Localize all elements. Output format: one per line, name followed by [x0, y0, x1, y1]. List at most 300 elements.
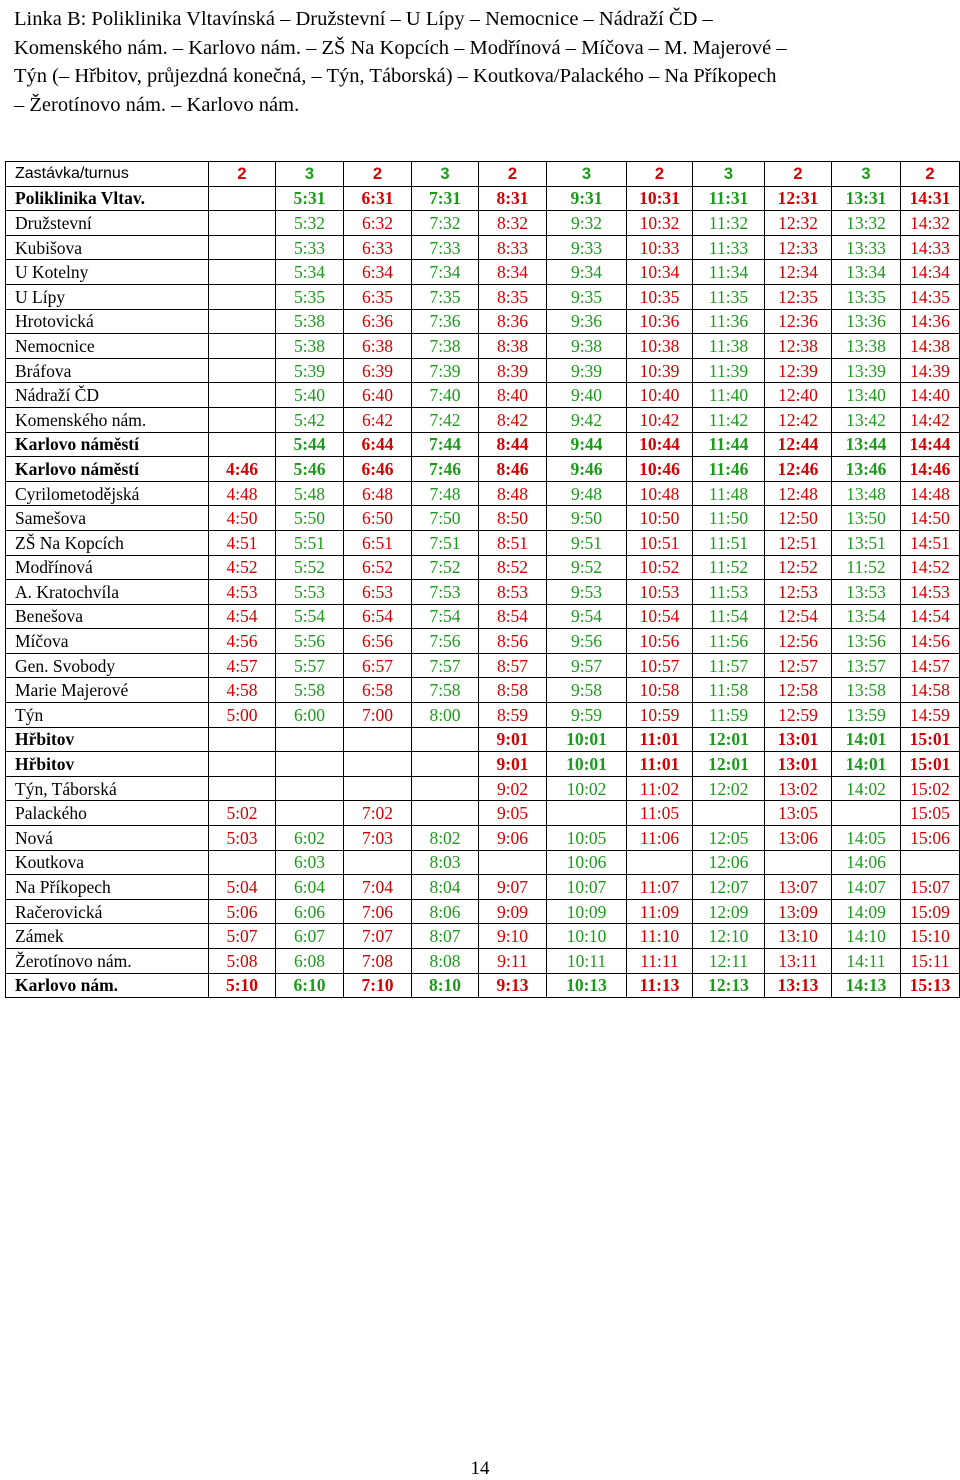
departure-time: 10:33 — [627, 235, 693, 260]
table-row — [6, 457, 960, 482]
departure-time: 13:44 — [832, 432, 901, 457]
departure-time: 7:51 — [412, 530, 479, 555]
departure-time: 13:35 — [832, 284, 901, 309]
departure-time — [412, 727, 479, 752]
departure-time: 5:40 — [276, 383, 344, 408]
departure-time: 12:34 — [765, 260, 832, 285]
departure-time: 8:48 — [479, 481, 547, 506]
turnus-cell: 3 — [832, 162, 901, 187]
departure-time: 11:32 — [693, 211, 765, 236]
departure-time: 13:02 — [765, 776, 832, 801]
departure-time: 12:52 — [765, 555, 832, 580]
departure-time: 9:59 — [547, 703, 627, 728]
departure-time: 6:57 — [344, 653, 412, 678]
departure-time: 6:03 — [276, 850, 344, 875]
departure-time: 13:50 — [832, 506, 901, 531]
departure-time: 7:53 — [412, 580, 479, 605]
departure-time: 4:51 — [209, 530, 276, 555]
departure-time — [344, 752, 412, 777]
departure-time: 11:40 — [693, 383, 765, 408]
turnus-cell: 3 — [547, 162, 627, 187]
departure-time: 5:39 — [276, 358, 344, 383]
table-row — [6, 211, 960, 236]
departure-time: 5:38 — [276, 309, 344, 334]
departure-time: 10:07 — [547, 875, 627, 900]
departure-time: 10:09 — [547, 899, 627, 924]
departure-time: 6:34 — [344, 260, 412, 285]
departure-time: 11:59 — [693, 703, 765, 728]
departure-time: 10:38 — [627, 334, 693, 359]
table-row — [6, 284, 960, 309]
departure-time: 8:31 — [479, 186, 547, 211]
stop-name: U Lípy — [6, 284, 209, 309]
departure-time: 11:58 — [693, 678, 765, 703]
departure-time: 12:07 — [693, 875, 765, 900]
departure-time: 15:05 — [901, 801, 960, 826]
departure-time: 5:48 — [276, 481, 344, 506]
table-row — [6, 949, 960, 974]
departure-time: 7:46 — [412, 457, 479, 482]
table-row — [6, 580, 960, 605]
departure-time: 8:06 — [412, 899, 479, 924]
table-row — [6, 604, 960, 629]
departure-time: 11:56 — [693, 629, 765, 654]
departure-time: 7:32 — [412, 211, 479, 236]
departure-time: 6:51 — [344, 530, 412, 555]
departure-time: 13:53 — [832, 580, 901, 605]
departure-time — [209, 211, 276, 236]
departure-time: 13:09 — [765, 899, 832, 924]
departure-time: 10:51 — [627, 530, 693, 555]
departure-time: 8:44 — [479, 432, 547, 457]
departure-time: 8:02 — [412, 826, 479, 851]
stop-name: Marie Majerové — [6, 678, 209, 703]
departure-time — [209, 383, 276, 408]
departure-time: 12:44 — [765, 432, 832, 457]
departure-time: 9:05 — [479, 801, 547, 826]
departure-time: 11:07 — [627, 875, 693, 900]
departure-time: 10:44 — [627, 432, 693, 457]
departure-time: 12:48 — [765, 481, 832, 506]
departure-time: 9:38 — [547, 334, 627, 359]
departure-time: 5:03 — [209, 826, 276, 851]
route-line-1: Linka B: Poliklinika Vltavínská – Družstevní – U Lípy – Nemocnice – Nádraží ČD – — [14, 8, 713, 30]
stop-name: Račerovická — [6, 899, 209, 924]
departure-time: 12:02 — [693, 776, 765, 801]
departure-time: 9:58 — [547, 678, 627, 703]
departure-time: 13:42 — [832, 407, 901, 432]
departure-time — [627, 850, 693, 875]
stop-name: Hřbitov — [6, 752, 209, 777]
departure-time: 4:57 — [209, 653, 276, 678]
departure-time: 13:06 — [765, 826, 832, 851]
departure-time — [412, 776, 479, 801]
departure-time: 6:50 — [344, 506, 412, 531]
stop-name: Poliklinika Vltav. — [6, 186, 209, 211]
departure-time — [276, 776, 344, 801]
departure-time: 6:08 — [276, 949, 344, 974]
header-row — [6, 162, 960, 187]
departure-time: 13:38 — [832, 334, 901, 359]
stop-name: Karlovo náměstí — [6, 457, 209, 482]
stop-name: Karlovo náměstí — [6, 432, 209, 457]
departure-time: 9:13 — [479, 973, 547, 998]
departure-time: 7:38 — [412, 334, 479, 359]
departure-time: 14:01 — [832, 752, 901, 777]
departure-time: 10:02 — [547, 776, 627, 801]
departure-time: 7:57 — [412, 653, 479, 678]
departure-time: 10:59 — [627, 703, 693, 728]
departure-time: 8:57 — [479, 653, 547, 678]
departure-time: 11:39 — [693, 358, 765, 383]
departure-time: 8:50 — [479, 506, 547, 531]
departure-time: 8:54 — [479, 604, 547, 629]
departure-time: 14:13 — [832, 973, 901, 998]
departure-time: 6:40 — [344, 383, 412, 408]
departure-time: 5:08 — [209, 949, 276, 974]
departure-time: 8:59 — [479, 703, 547, 728]
departure-time: 7:50 — [412, 506, 479, 531]
departure-time: 4:46 — [209, 457, 276, 482]
stop-name: Míčova — [6, 629, 209, 654]
departure-time: 12:42 — [765, 407, 832, 432]
route-line-2: Komenského nám. – Karlovo nám. – ZŠ Na Kopcích – Modřínová – Míčova – M. Majerové – — [14, 36, 787, 59]
departure-time: 14:39 — [901, 358, 960, 383]
table-row — [6, 235, 960, 260]
departure-time: 6:52 — [344, 555, 412, 580]
stop-name: Palackého — [6, 801, 209, 826]
table-row — [6, 260, 960, 285]
departure-time: 14:42 — [901, 407, 960, 432]
departure-time: 7:08 — [344, 949, 412, 974]
turnus-cell: 2 — [765, 162, 832, 187]
departure-time: 14:35 — [901, 284, 960, 309]
turnus-cell: 3 — [693, 162, 765, 187]
departure-time: 12:01 — [693, 727, 765, 752]
departure-time: 13:56 — [832, 629, 901, 654]
departure-time: 4:50 — [209, 506, 276, 531]
stop-name: Zámek — [6, 924, 209, 949]
departure-time: 9:10 — [479, 924, 547, 949]
departure-time — [765, 850, 832, 875]
departure-time: 7:06 — [344, 899, 412, 924]
departure-time: 14:59 — [901, 703, 960, 728]
departure-time: 4:58 — [209, 678, 276, 703]
departure-time: 14:40 — [901, 383, 960, 408]
departure-time: 13:59 — [832, 703, 901, 728]
turnus-cell: 3 — [276, 162, 344, 187]
turnus-cell: 2 — [479, 162, 547, 187]
departure-time: 10:01 — [547, 752, 627, 777]
departure-time: 13:07 — [765, 875, 832, 900]
stop-name: A. Kratochvíla — [6, 580, 209, 605]
departure-time: 5:32 — [276, 211, 344, 236]
departure-time: 5:51 — [276, 530, 344, 555]
departure-time: 9:44 — [547, 432, 627, 457]
departure-time: 10:35 — [627, 284, 693, 309]
departure-time: 6:46 — [344, 457, 412, 482]
table-row — [6, 727, 960, 752]
departure-time: 12:57 — [765, 653, 832, 678]
departure-time: 12:39 — [765, 358, 832, 383]
departure-time — [276, 801, 344, 826]
stop-name: Bráfova — [6, 358, 209, 383]
departure-time: 8:04 — [412, 875, 479, 900]
departure-time: 14:57 — [901, 653, 960, 678]
departure-time — [901, 850, 960, 875]
departure-time: 5:33 — [276, 235, 344, 260]
departure-time: 14:02 — [832, 776, 901, 801]
departure-time: 14:54 — [901, 604, 960, 629]
table-row — [6, 752, 960, 777]
stop-name: Týn — [6, 703, 209, 728]
stop-name: U Kotelny — [6, 260, 209, 285]
departure-time: 12:01 — [693, 752, 765, 777]
departure-time: 10:01 — [547, 727, 627, 752]
departure-time: 12:13 — [693, 973, 765, 998]
stop-name: Nová — [6, 826, 209, 851]
table-row — [6, 973, 960, 998]
stop-name: Družstevní — [6, 211, 209, 236]
departure-time: 13:11 — [765, 949, 832, 974]
stop-name: Kubišova — [6, 235, 209, 260]
departure-time: 14:36 — [901, 309, 960, 334]
departure-time: 15:01 — [901, 727, 960, 752]
departure-time — [209, 727, 276, 752]
departure-time: 13:39 — [832, 358, 901, 383]
departure-time — [209, 358, 276, 383]
departure-time: 5:44 — [276, 432, 344, 457]
departure-time: 6:33 — [344, 235, 412, 260]
departure-time: 7:54 — [412, 604, 479, 629]
table-row — [6, 850, 960, 875]
departure-time: 12:11 — [693, 949, 765, 974]
departure-time: 12:35 — [765, 284, 832, 309]
departure-time: 6:36 — [344, 309, 412, 334]
departure-time: 7:03 — [344, 826, 412, 851]
departure-time: 11:01 — [627, 727, 693, 752]
turnus-cell: 2 — [627, 162, 693, 187]
departure-time: 13:32 — [832, 211, 901, 236]
departure-time: 11:46 — [693, 457, 765, 482]
stop-name: Na Příkopech — [6, 875, 209, 900]
table-row — [6, 801, 960, 826]
departure-time: 13:10 — [765, 924, 832, 949]
departure-time: 12:31 — [765, 186, 832, 211]
departure-time: 11:52 — [693, 555, 765, 580]
departure-time — [209, 284, 276, 309]
departure-time: 15:10 — [901, 924, 960, 949]
departure-time — [209, 776, 276, 801]
departure-time: 8:46 — [479, 457, 547, 482]
departure-time: 10:11 — [547, 949, 627, 974]
departure-time: 12:33 — [765, 235, 832, 260]
departure-time: 5:31 — [276, 186, 344, 211]
departure-time — [276, 727, 344, 752]
departure-time: 11:38 — [693, 334, 765, 359]
departure-time: 7:10 — [344, 973, 412, 998]
departure-time — [412, 752, 479, 777]
stop-name: Samešova — [6, 506, 209, 531]
departure-time: 7:07 — [344, 924, 412, 949]
departure-time: 10:06 — [547, 850, 627, 875]
departure-time: 8:33 — [479, 235, 547, 260]
departure-time: 11:13 — [627, 973, 693, 998]
departure-time: 13:48 — [832, 481, 901, 506]
departure-time: 7:40 — [412, 383, 479, 408]
departure-time: 6:58 — [344, 678, 412, 703]
departure-time: 5:57 — [276, 653, 344, 678]
table-row — [6, 703, 960, 728]
stop-name: Komenského nám. — [6, 407, 209, 432]
departure-time: 6:10 — [276, 973, 344, 998]
departure-time: 6:06 — [276, 899, 344, 924]
table-row — [6, 186, 960, 211]
departure-time: 14:33 — [901, 235, 960, 260]
departure-time: 14:38 — [901, 334, 960, 359]
departure-time — [209, 235, 276, 260]
departure-time: 9:51 — [547, 530, 627, 555]
stop-name: Týn, Táborská — [6, 776, 209, 801]
table-row — [6, 678, 960, 703]
departure-time: 14:48 — [901, 481, 960, 506]
departure-time: 11:05 — [627, 801, 693, 826]
departure-time: 9:40 — [547, 383, 627, 408]
departure-time: 7:35 — [412, 284, 479, 309]
departure-time: 7:42 — [412, 407, 479, 432]
departure-time: 12:59 — [765, 703, 832, 728]
departure-time: 10:39 — [627, 358, 693, 383]
route-line-4: – Žerotínovo nám. – Karlovo nám. — [14, 93, 300, 116]
departure-time: 9:09 — [479, 899, 547, 924]
departure-time: 13:13 — [765, 973, 832, 998]
departure-time: 13:34 — [832, 260, 901, 285]
departure-time: 14:11 — [832, 949, 901, 974]
departure-time: 7:58 — [412, 678, 479, 703]
departure-time: 8:40 — [479, 383, 547, 408]
departure-time: 12:40 — [765, 383, 832, 408]
departure-time: 9:50 — [547, 506, 627, 531]
departure-time: 14:56 — [901, 629, 960, 654]
departure-time: 13:33 — [832, 235, 901, 260]
departure-time: 13:58 — [832, 678, 901, 703]
table-row — [6, 506, 960, 531]
timetable-body — [6, 162, 960, 998]
departure-time: 14:34 — [901, 260, 960, 285]
departure-time: 13:01 — [765, 752, 832, 777]
departure-time: 15:06 — [901, 826, 960, 851]
departure-time: 10:56 — [627, 629, 693, 654]
table-row — [6, 875, 960, 900]
departure-time: 9:46 — [547, 457, 627, 482]
departure-time: 6:31 — [344, 186, 412, 211]
departure-time: 9:39 — [547, 358, 627, 383]
departure-time: 10:57 — [627, 653, 693, 678]
table-row — [6, 334, 960, 359]
departure-time: 13:31 — [832, 186, 901, 211]
departure-time: 11:02 — [627, 776, 693, 801]
departure-time: 7:33 — [412, 235, 479, 260]
departure-time: 12:05 — [693, 826, 765, 851]
departure-time: 8:07 — [412, 924, 479, 949]
departure-time: 11:06 — [627, 826, 693, 851]
departure-time: 6:38 — [344, 334, 412, 359]
departure-time: 5:56 — [276, 629, 344, 654]
departure-time: 15:07 — [901, 875, 960, 900]
departure-time: 6:54 — [344, 604, 412, 629]
departure-time: 13:40 — [832, 383, 901, 408]
table-row — [6, 776, 960, 801]
departure-time: 6:35 — [344, 284, 412, 309]
departure-time — [547, 801, 627, 826]
departure-time: 10:53 — [627, 580, 693, 605]
departure-time: 13:51 — [832, 530, 901, 555]
departure-time: 5:34 — [276, 260, 344, 285]
table-row — [6, 826, 960, 851]
departure-time: 12:51 — [765, 530, 832, 555]
stop-name: Hrotovická — [6, 309, 209, 334]
departure-time: 14:31 — [901, 186, 960, 211]
departure-time: 8:42 — [479, 407, 547, 432]
stop-name: Nádraží ČD — [6, 383, 209, 408]
departure-time: 8:38 — [479, 334, 547, 359]
departure-time: 11:01 — [627, 752, 693, 777]
departure-time: 9:01 — [479, 727, 547, 752]
departure-time: 5:50 — [276, 506, 344, 531]
table-row — [6, 653, 960, 678]
departure-time: 11:52 — [832, 555, 901, 580]
departure-time: 9:02 — [479, 776, 547, 801]
departure-time — [412, 801, 479, 826]
departure-time — [209, 309, 276, 334]
departure-time: 9:35 — [547, 284, 627, 309]
departure-time: 15:09 — [901, 899, 960, 924]
departure-time: 11:10 — [627, 924, 693, 949]
departure-time: 9:32 — [547, 211, 627, 236]
departure-time: 5:38 — [276, 334, 344, 359]
table-row — [6, 555, 960, 580]
departure-time: 7:02 — [344, 801, 412, 826]
departure-time: 7:00 — [344, 703, 412, 728]
route-line-3: Týn (– Hřbitov, průjezdná konečná, – Týn, Táborská) – Koutkova/Palackého – Na Příkopech — [14, 65, 777, 87]
departure-time: 14:09 — [832, 899, 901, 924]
page-number: 14 — [470, 1458, 490, 1479]
departure-time: 12:46 — [765, 457, 832, 482]
departure-time: 6:00 — [276, 703, 344, 728]
departure-time: 5:52 — [276, 555, 344, 580]
table-row — [6, 924, 960, 949]
table-row — [6, 309, 960, 334]
departure-time: 8:52 — [479, 555, 547, 580]
departure-time: 8:35 — [479, 284, 547, 309]
departure-time: 8:56 — [479, 629, 547, 654]
departure-time: 9:52 — [547, 555, 627, 580]
departure-time: 5:06 — [209, 899, 276, 924]
table-row — [6, 358, 960, 383]
departure-time — [344, 727, 412, 752]
departure-time: 14:50 — [901, 506, 960, 531]
departure-time: 5:58 — [276, 678, 344, 703]
departure-time: 4:53 — [209, 580, 276, 605]
departure-time: 11:34 — [693, 260, 765, 285]
departure-time: 10:46 — [627, 457, 693, 482]
header-label: Zastávka/turnus — [6, 162, 209, 187]
departure-time — [209, 407, 276, 432]
departure-time — [209, 432, 276, 457]
departure-time: 11:31 — [693, 186, 765, 211]
stop-name: Hřbitov — [6, 727, 209, 752]
departure-time: 6:02 — [276, 826, 344, 851]
